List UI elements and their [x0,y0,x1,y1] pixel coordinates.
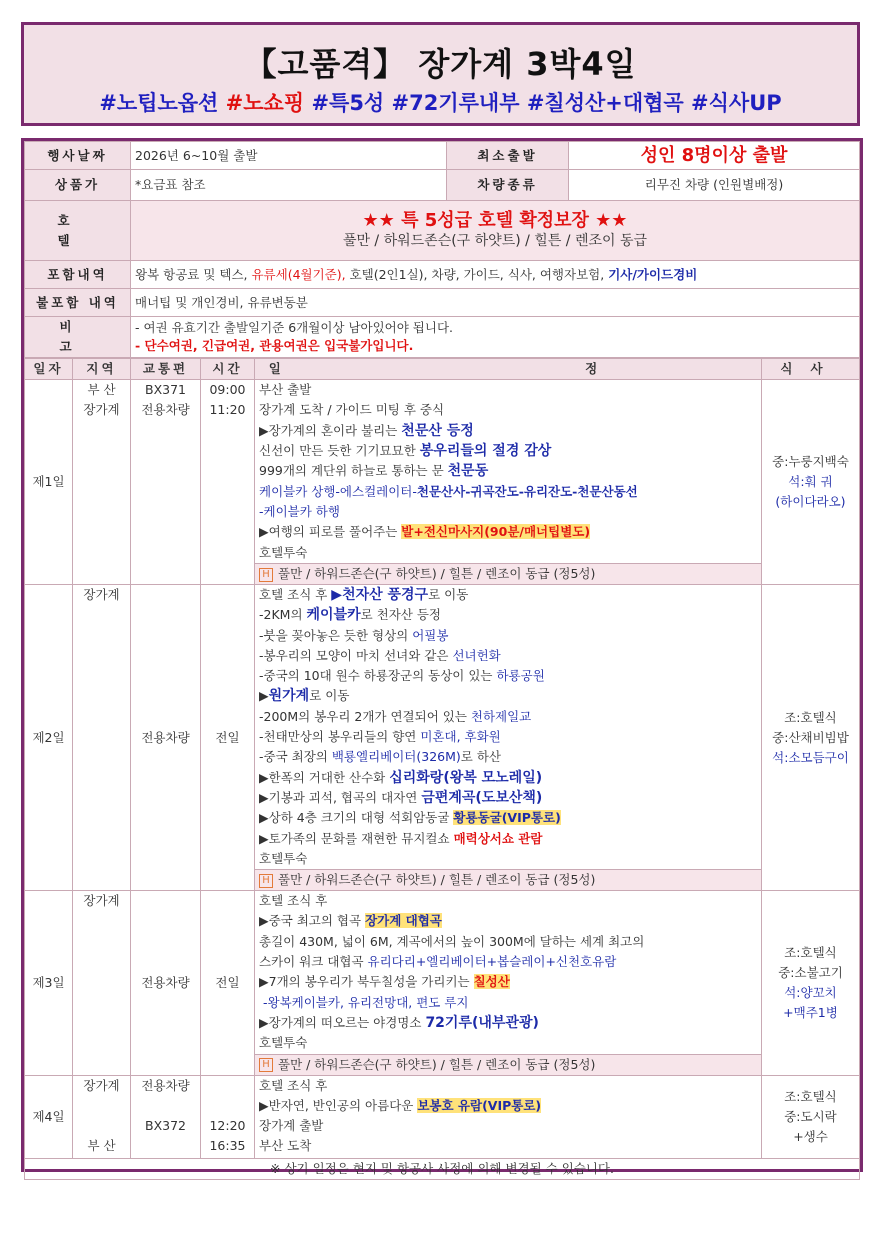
day4-time: 12:20 16:35 [201,1075,255,1158]
include-guide-fee: 기사/가이드경비 [608,266,698,282]
day3-line: ▶장가계의 떠오르는 야경명소 72기루(내부관광) [259,1014,539,1031]
day3-meal [762,891,860,1075]
day4-itinerary [255,1075,762,1158]
day1-line: 장가계 도착 / 가이드 미팅 후 중식 [259,402,445,418]
day3-time: 전일 [201,891,255,1075]
day2-itinerary [255,585,762,870]
include-text-a: 왕복 항공료 및 텍스, [135,266,252,282]
itinerary-document [21,138,863,1176]
day3-dinner-extra: +맥주1병 [783,1004,838,1020]
day2-lunch: 중:산채비빔밥 [772,729,849,745]
tag-line [24,87,857,117]
day4-meal [762,1075,860,1158]
day2-line: ▶토가족의 문화를 재현한 뮤지컬쇼 매력상서쇼 관람 [259,830,543,846]
tag-canyon: #칠성산+대협곡 [526,91,684,115]
col-day: 일자 [25,359,73,380]
day2-line: -붓을 꽂아놓은 듯한 형상의 어필봉 [259,627,449,643]
day2-line: -2KM의 케이블카로 천자산 등정 [259,607,442,624]
day1-row [25,380,860,564]
col-meal: 식사 [762,359,860,380]
day4-line: 장가계 출발 [259,1118,324,1134]
vehicle-value: 리무진 차량 (인원별배정) [569,170,860,201]
day1-lunch: 중:누룽지백숙 [772,454,849,469]
day2-line: ▶기봉과 괴석, 협곡의 대자연 금편계곡(도보산책) [259,789,543,806]
price-label: 상품가 [25,170,131,201]
exclude-label: 불포함 내역 [25,289,131,317]
day2-line: -천태만상의 봉우리들의 향연 미혼대, 후화원 [259,729,501,745]
include-label: 포함내역 [25,261,131,289]
day1-meal [762,380,860,585]
day1-hotel: H 풀만 / 하워드존슨(구 하얏트) / 힐튼 / 렌조이 동급 (정5성) [255,564,762,585]
day3-dinner: 석:양꼬치 [784,984,837,1000]
day3-line: ▶중국 최고의 협곡 장가계 대협곡 [259,913,442,929]
day4-line: 호텔 조식 후 [259,1077,328,1093]
hotel-list: 풀만 / 하워드존슨(구 하얏트) / 힐튼 / 렌조이 동급 [342,232,648,249]
col-transport: 교통편 [131,359,201,380]
day3-line: 호텔투숙 [259,1035,308,1051]
tag-72-tower: #72기루내부 [391,91,520,115]
day2-line: ▶한폭의 거대한 산수화 십리화랑(왕복 모노레일) [259,769,543,786]
day4-label: 제4일 [25,1075,73,1158]
day4-place: 장가계 부 산 [73,1075,131,1158]
vehicle-label: 차량종류 [447,170,569,201]
day4-breakfast: 조:호텔식 [784,1088,837,1104]
day1-itinerary [255,380,762,564]
day3-line: ▶7개의 봉우리가 북두칠성을 가리키는 칠성산 [259,974,510,990]
day2-label: 제2일 [25,585,73,891]
info-table [24,141,860,358]
hotel-icon: H [259,1058,273,1072]
price-value: *요금표 참조 [131,170,447,201]
day1-depart-time: 09:00 [209,382,246,397]
date-label: 행사날짜 [25,142,131,170]
day3-hotel: H 풀만 / 하워드존슨(구 하얏트) / 힐튼 / 렌조이 동급 (정5성) [255,1054,762,1075]
hotel-guarantee: ★★ 특 5성급 호텔 확정보장 ★★ [362,209,628,231]
day2-line: -중국의 10대 원수 하룡장군의 동상이 있는 하룡공원 [259,668,545,684]
day1-line: 케이블카 상행-에스컬레이터-천문산사-귀곡잔도-유리잔도-천문산동선 [259,483,638,499]
note-passport-validity: - 여권 유효기간 출발일기준 6개월이상 남아있어야 됩니다. [135,320,454,335]
note-label: 비 고 [25,317,131,358]
day4-transport: 전용차량 BX372 [131,1075,201,1158]
day1-line: 신선이 만든 듯한 기기묘묘한 봉우리들의 절경 감상 [259,443,552,460]
day1-place [73,380,131,585]
day2-dinner: 석:소모듬구이 [772,749,849,765]
day2-time: 전일 [201,585,255,891]
day4-row [25,1075,860,1158]
note-passport-restriction: - 단수여권, 긴급여권, 관용여권은 입국불가입니다. [135,338,414,353]
day1-line: 999개의 계단위 하늘로 통하는 문 천문동 [259,463,489,480]
day2-line: -봉우리의 모양이 마치 선녀와 같은 선녀헌화 [259,647,501,663]
day1-flight: BX371 [145,382,186,397]
day4-extra: +생수 [793,1128,828,1144]
day1-time [201,380,255,585]
exclude-value: 매너팁 및 개인경비, 유류변동분 [131,289,860,317]
hotel-label: 호 텔 [25,201,131,261]
day2-line: 호텔 조식 후 ▶천자산 풍경구로 이동 [259,587,469,603]
day2-hotel: H 풀만 / 하워드존슨(구 하얏트) / 힐튼 / 렌조이 동급 (정5성) [255,870,762,891]
day3-line: -왕복케이블카, 유리전망대, 편도 루지 [263,994,469,1010]
day4-line: ▶반자연, 반인공의 아름다운 보봉호 유람(VIP통로) [259,1097,542,1113]
tag-5star: #특5성 [311,91,385,115]
tag-no-tip: #노팁노옵션 [99,91,219,115]
day2-line: ▶원가계로 이동 [259,688,350,705]
day2-place: 장가계 [73,585,131,891]
min-departure-label: 최소출발 [447,142,569,170]
day1-line: ▶장가계의 혼이라 불리는 천문산 등정 [259,422,474,439]
day2-row [25,585,860,870]
footer-note: ※ 상기 일정은 현지 및 항공사 사정에 의해 변경될 수 있습니다. [25,1158,860,1179]
day3-line: 스카이 워크 대협곡 유리다리+엘리베이터+봅슬레이+신천호유람 [259,954,617,970]
day1-arrive-time: 11:20 [209,402,246,418]
day2-meal [762,585,860,891]
day2-line: ▶상하 4층 크기의 대형 석회암동굴 황룡동굴(VIP통로) [259,810,561,826]
day1-line: ▶여행의 피로를 풀어주는 발+전신마사지(90분/매너팁별도) [259,524,591,540]
tag-no-shopping: #노쇼핑 [225,91,305,115]
include-fuel: 유류세(4월기준), [251,266,346,282]
min-departure-value: 성인 8명이상 출발 [569,142,860,170]
col-time: 시간 [201,359,255,380]
day1-transport [131,380,201,585]
col-itinerary: 일 정 [255,359,762,380]
hotel-icon: H [259,874,273,888]
hotel-icon: H [259,568,273,582]
day3-transport: 전용차량 [131,891,201,1075]
day3-itinerary [255,891,762,1054]
day1-dinner: 석:훠 궈 [788,474,833,489]
tag-meal-up: #식사UP [691,91,782,115]
day3-place: 장가계 [73,891,131,1075]
day1-line: 부산 출발 [259,382,312,398]
day1-vehicle: 전용차량 [141,402,190,418]
day1-line: -케이블카 하행 [259,503,340,519]
page-title: 【고품격】 장가계 3박4일 [244,45,637,83]
day3-line: 호텔 조식 후 [259,893,328,909]
day1-label: 제1일 [25,380,73,585]
day1-dinner-place: (하이다라오) [775,494,846,509]
include-text-c: 호텔(2인1실), 차량, 가이드, 식사, 여행자보험, [345,266,609,282]
day3-line: 총길이 430M, 넓이 6M, 계곡에서의 높이 300M에 달하는 세계 최고의 [259,933,645,949]
day2-transport: 전용차량 [131,585,201,891]
day1-line: 호텔투숙 [259,544,308,560]
date-value: 2026년 6~10월 출발 [131,142,447,170]
title-banner [21,22,860,126]
include-value [131,261,860,289]
day1-place-busan: 부 산 [87,382,116,397]
day2-line: 호텔투숙 [259,850,308,866]
note-value [131,317,860,358]
day3-label: 제3일 [25,891,73,1075]
day2-line: -중국 최장의 백룡엘리베이터(326M)로 하산 [259,749,501,765]
day3-lunch: 중:소불고기 [778,964,843,980]
day4-line: 부산 도착 [259,1138,312,1154]
hotel-info [131,201,860,261]
day4-lunch: 중:도시락 [784,1108,837,1124]
day2-breakfast: 조:호텔식 [784,709,837,725]
schedule-table [24,358,860,1180]
day1-place-zjj: 장가계 [83,402,120,418]
day3-row [25,891,860,1054]
day3-breakfast: 조:호텔식 [784,944,837,960]
day2-line: -200M의 봉우리 2개가 연결되어 있는 천하제일교 [259,708,532,724]
col-place: 지역 [73,359,131,380]
